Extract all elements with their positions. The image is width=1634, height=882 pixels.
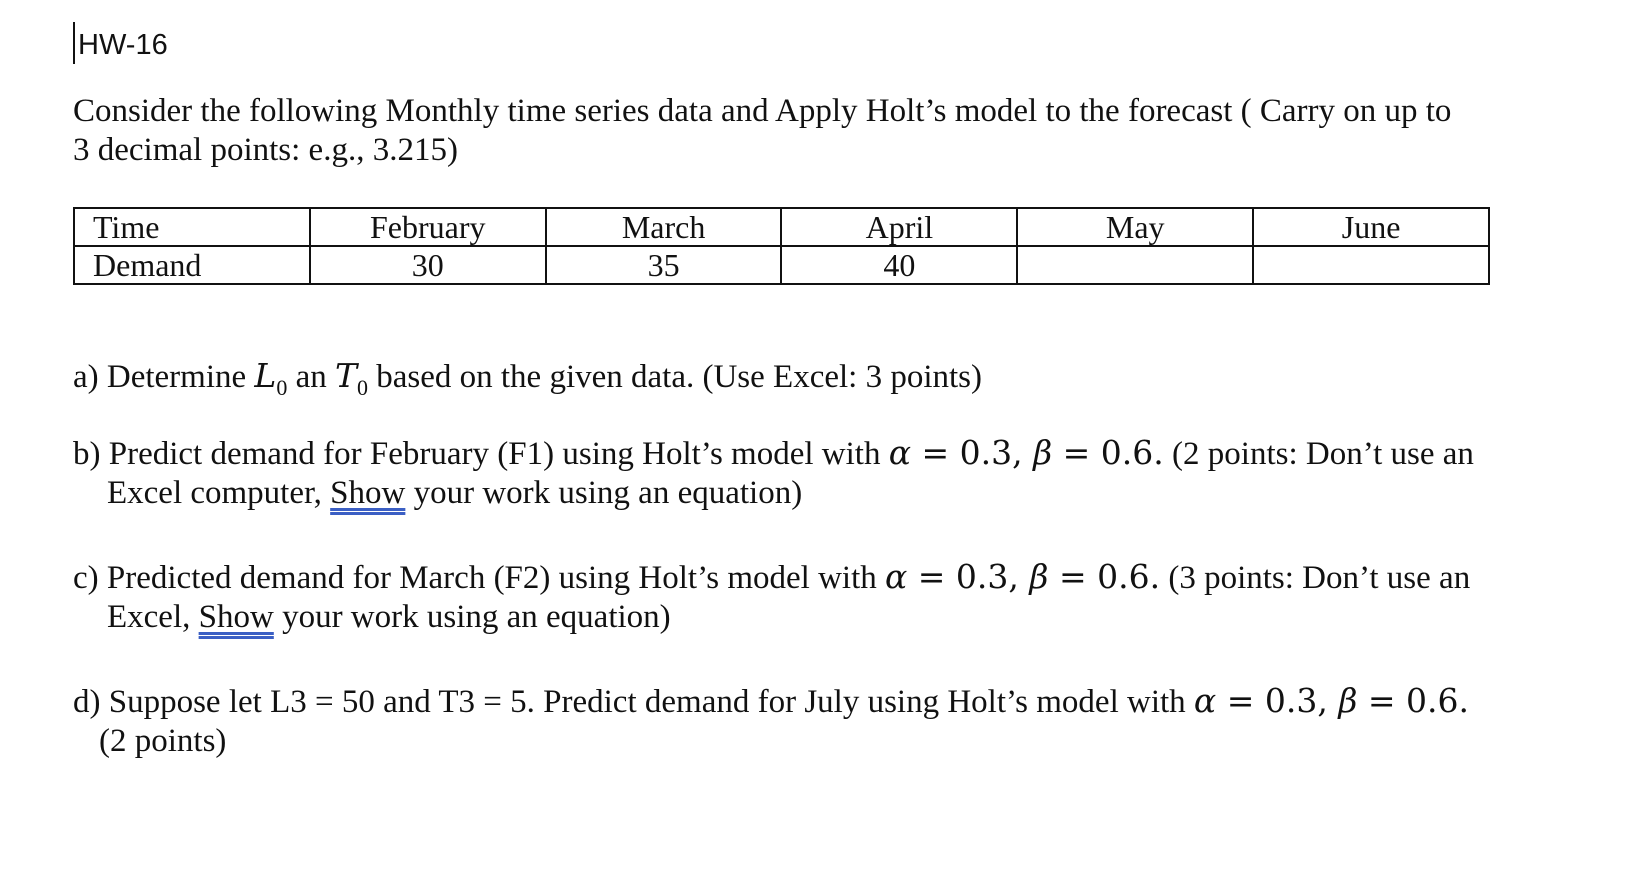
question-c-text: c) Predicted demand for March (F2) using Holt’s model with bbox=[73, 560, 885, 596]
show-link[interactable]: Show bbox=[198, 599, 274, 635]
intro-line-2: 3 decimal points: e.g., 3.215) bbox=[73, 132, 458, 168]
question-a bbox=[73, 356, 1553, 400]
month-cell-april: April bbox=[781, 208, 1017, 246]
time-row bbox=[74, 208, 1489, 246]
intro-paragraph bbox=[73, 92, 1493, 170]
demand-table bbox=[73, 207, 1490, 285]
demand-cell-may bbox=[1017, 246, 1253, 284]
alpha-value: = 0.3, bbox=[907, 557, 1030, 596]
symbol-l: L bbox=[254, 356, 277, 395]
alpha-symbol: α bbox=[888, 433, 911, 472]
beta-value: = 0.6. bbox=[1052, 433, 1164, 472]
show-link[interactable]: Show bbox=[330, 475, 406, 511]
question-a-prefix: a) Determine bbox=[73, 359, 255, 395]
question-b-line2-pre: Excel computer, bbox=[107, 475, 331, 511]
question-a-an: an bbox=[287, 359, 335, 395]
beta-value: = 0.6. bbox=[1357, 681, 1469, 720]
demand-cell-february: 30 bbox=[310, 246, 546, 284]
question-c-points: (3 points: Don’t use an bbox=[1160, 560, 1471, 596]
question-c-line2-post: your work using an equation) bbox=[273, 599, 671, 635]
symbol-t: T bbox=[334, 356, 357, 395]
question-c-line2-pre: Excel, bbox=[107, 599, 199, 635]
question-b-text: b) Predict demand for February (F1) using Holt’s model with bbox=[73, 436, 889, 472]
question-c bbox=[73, 557, 1553, 637]
subscript-l0: 0 bbox=[276, 375, 288, 400]
question-d-points: (2 points) bbox=[99, 723, 227, 759]
question-b-line2-post: your work using an equation) bbox=[405, 475, 803, 511]
demand-cell-june bbox=[1253, 246, 1489, 284]
month-cell-march: March bbox=[546, 208, 782, 246]
question-d bbox=[73, 681, 1553, 761]
month-cell-june: June bbox=[1253, 208, 1489, 246]
beta-symbol: β bbox=[1338, 681, 1358, 720]
beta-value: = 0.6. bbox=[1048, 557, 1161, 596]
beta-symbol: β bbox=[1033, 433, 1053, 472]
demand-row bbox=[74, 246, 1489, 284]
question-b bbox=[73, 433, 1553, 513]
alpha-value: = 0.3, bbox=[911, 433, 1034, 472]
question-d-text: d) Suppose let L3 = 50 and T3 = 5. Predict demand for July using Holt’s model with bbox=[73, 684, 1194, 720]
time-header-cell: Time bbox=[74, 208, 310, 246]
page-title: HW-16 bbox=[78, 29, 168, 61]
beta-symbol: β bbox=[1029, 557, 1049, 596]
alpha-symbol: α bbox=[1193, 681, 1217, 720]
demand-cell-april: 40 bbox=[781, 246, 1017, 284]
month-cell-february: February bbox=[310, 208, 546, 246]
question-a-rest: based on the given data. (Use Excel: 3 points) bbox=[368, 359, 982, 395]
demand-cell-march: 35 bbox=[546, 246, 782, 284]
intro-line-1: Consider the following Monthly time series data and Apply Holt’s model to the forecast ( Carry on up to bbox=[73, 93, 1452, 129]
text-cursor bbox=[73, 22, 75, 64]
alpha-symbol: α bbox=[885, 557, 908, 596]
question-b-points: (2 points: Don’t use an bbox=[1163, 436, 1474, 472]
subscript-t0: 0 bbox=[357, 375, 368, 400]
alpha-value: = 0.3, bbox=[1216, 681, 1339, 720]
month-cell-may: May bbox=[1017, 208, 1253, 246]
demand-header-cell: Demand bbox=[74, 246, 310, 284]
